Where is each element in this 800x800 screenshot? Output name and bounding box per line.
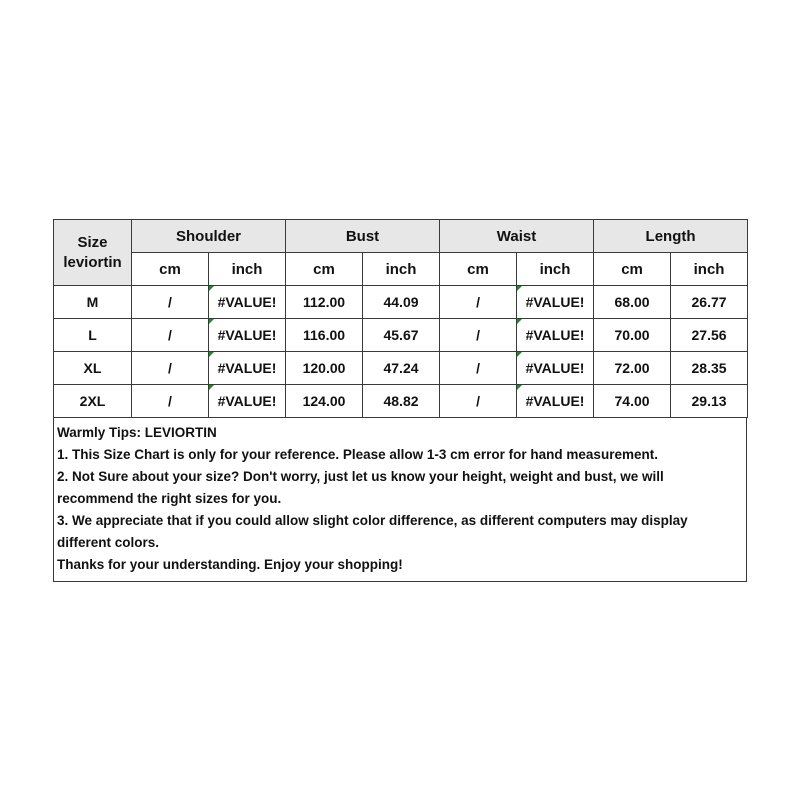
unit-header: cm	[594, 253, 671, 286]
unit-header: inch	[209, 253, 286, 286]
brand-header-label: leviortin	[63, 253, 122, 271]
tip-line: Thanks for your understanding. Enjoy your shopping!	[57, 557, 403, 572]
table-cell: #VALUE!	[517, 385, 594, 418]
error-marker-icon	[517, 319, 522, 324]
table-cell: #VALUE!	[517, 286, 594, 319]
unit-header: inch	[671, 253, 748, 286]
table-cell: /	[132, 319, 209, 352]
table-cell: #VALUE!	[517, 319, 594, 352]
tip-line: 2. Not Sure about your size? Don't worry, just let us know your height, weight and bust, we will	[57, 469, 664, 484]
table-cell: #VALUE!	[209, 385, 286, 418]
unit-header: inch	[363, 253, 440, 286]
tip-line: recommend the right sizes for you.	[57, 491, 282, 506]
table-row	[54, 286, 748, 319]
table-cell: 74.00	[594, 385, 671, 418]
group-header-bust: Bust	[286, 220, 440, 253]
tips-title: Warmly Tips: LEVIORTIN	[57, 425, 217, 440]
table-cell: /	[440, 319, 517, 352]
size-cell: 2XL	[54, 385, 132, 418]
table-cell: 120.00	[286, 352, 363, 385]
table-cell: /	[440, 385, 517, 418]
table-cell: 116.00	[286, 319, 363, 352]
error-marker-icon	[209, 385, 214, 390]
group-header-length: Length	[594, 220, 748, 253]
unit-header: cm	[440, 253, 517, 286]
tip-line: 1. This Size Chart is only for your reference. Please allow 1-3 cm error for hand measurement.	[57, 447, 658, 462]
group-header-waist: Waist	[440, 220, 594, 253]
size-cell: M	[54, 286, 132, 319]
table-row	[54, 352, 748, 385]
table-cell: 124.00	[286, 385, 363, 418]
table-cell: #VALUE!	[209, 352, 286, 385]
size-cell: XL	[54, 352, 132, 385]
tips-box	[53, 418, 747, 582]
table-cell: 26.77	[671, 286, 748, 319]
table-cell: 48.82	[363, 385, 440, 418]
group-header-shoulder: Shoulder	[132, 220, 286, 253]
header-row-units	[54, 253, 748, 286]
size-table	[53, 219, 748, 418]
unit-header: cm	[286, 253, 363, 286]
error-marker-icon	[209, 319, 214, 324]
error-marker-icon	[517, 352, 522, 357]
table-cell: 28.35	[671, 352, 748, 385]
tip-line: 3. We appreciate that if you could allow slight color difference, as different computers may display	[57, 513, 688, 528]
table-cell: 45.67	[363, 319, 440, 352]
tip-line: different colors.	[57, 535, 160, 550]
size-header-label: Size	[77, 233, 108, 251]
table-row	[54, 385, 748, 418]
size-header-cell	[54, 220, 132, 286]
table-cell: #VALUE!	[517, 352, 594, 385]
error-marker-icon	[517, 385, 522, 390]
table-cell: 112.00	[286, 286, 363, 319]
table-cell: /	[132, 352, 209, 385]
table-cell: 72.00	[594, 352, 671, 385]
table-cell: /	[132, 385, 209, 418]
table-cell: 47.24	[363, 352, 440, 385]
table-row	[54, 319, 748, 352]
table-cell: #VALUE!	[209, 319, 286, 352]
table-cell: 68.00	[594, 286, 671, 319]
table-cell: 70.00	[594, 319, 671, 352]
table-cell: #VALUE!	[209, 286, 286, 319]
header-row-groups	[54, 220, 748, 253]
error-marker-icon	[209, 286, 214, 291]
table-cell: /	[440, 352, 517, 385]
size-chart	[53, 219, 747, 582]
table-cell: 27.56	[671, 319, 748, 352]
unit-header: inch	[517, 253, 594, 286]
table-cell: /	[440, 286, 517, 319]
size-cell: L	[54, 319, 132, 352]
table-cell: /	[132, 286, 209, 319]
table-cell: 44.09	[363, 286, 440, 319]
error-marker-icon	[517, 286, 522, 291]
error-marker-icon	[209, 352, 214, 357]
table-cell: 29.13	[671, 385, 748, 418]
unit-header: cm	[132, 253, 209, 286]
